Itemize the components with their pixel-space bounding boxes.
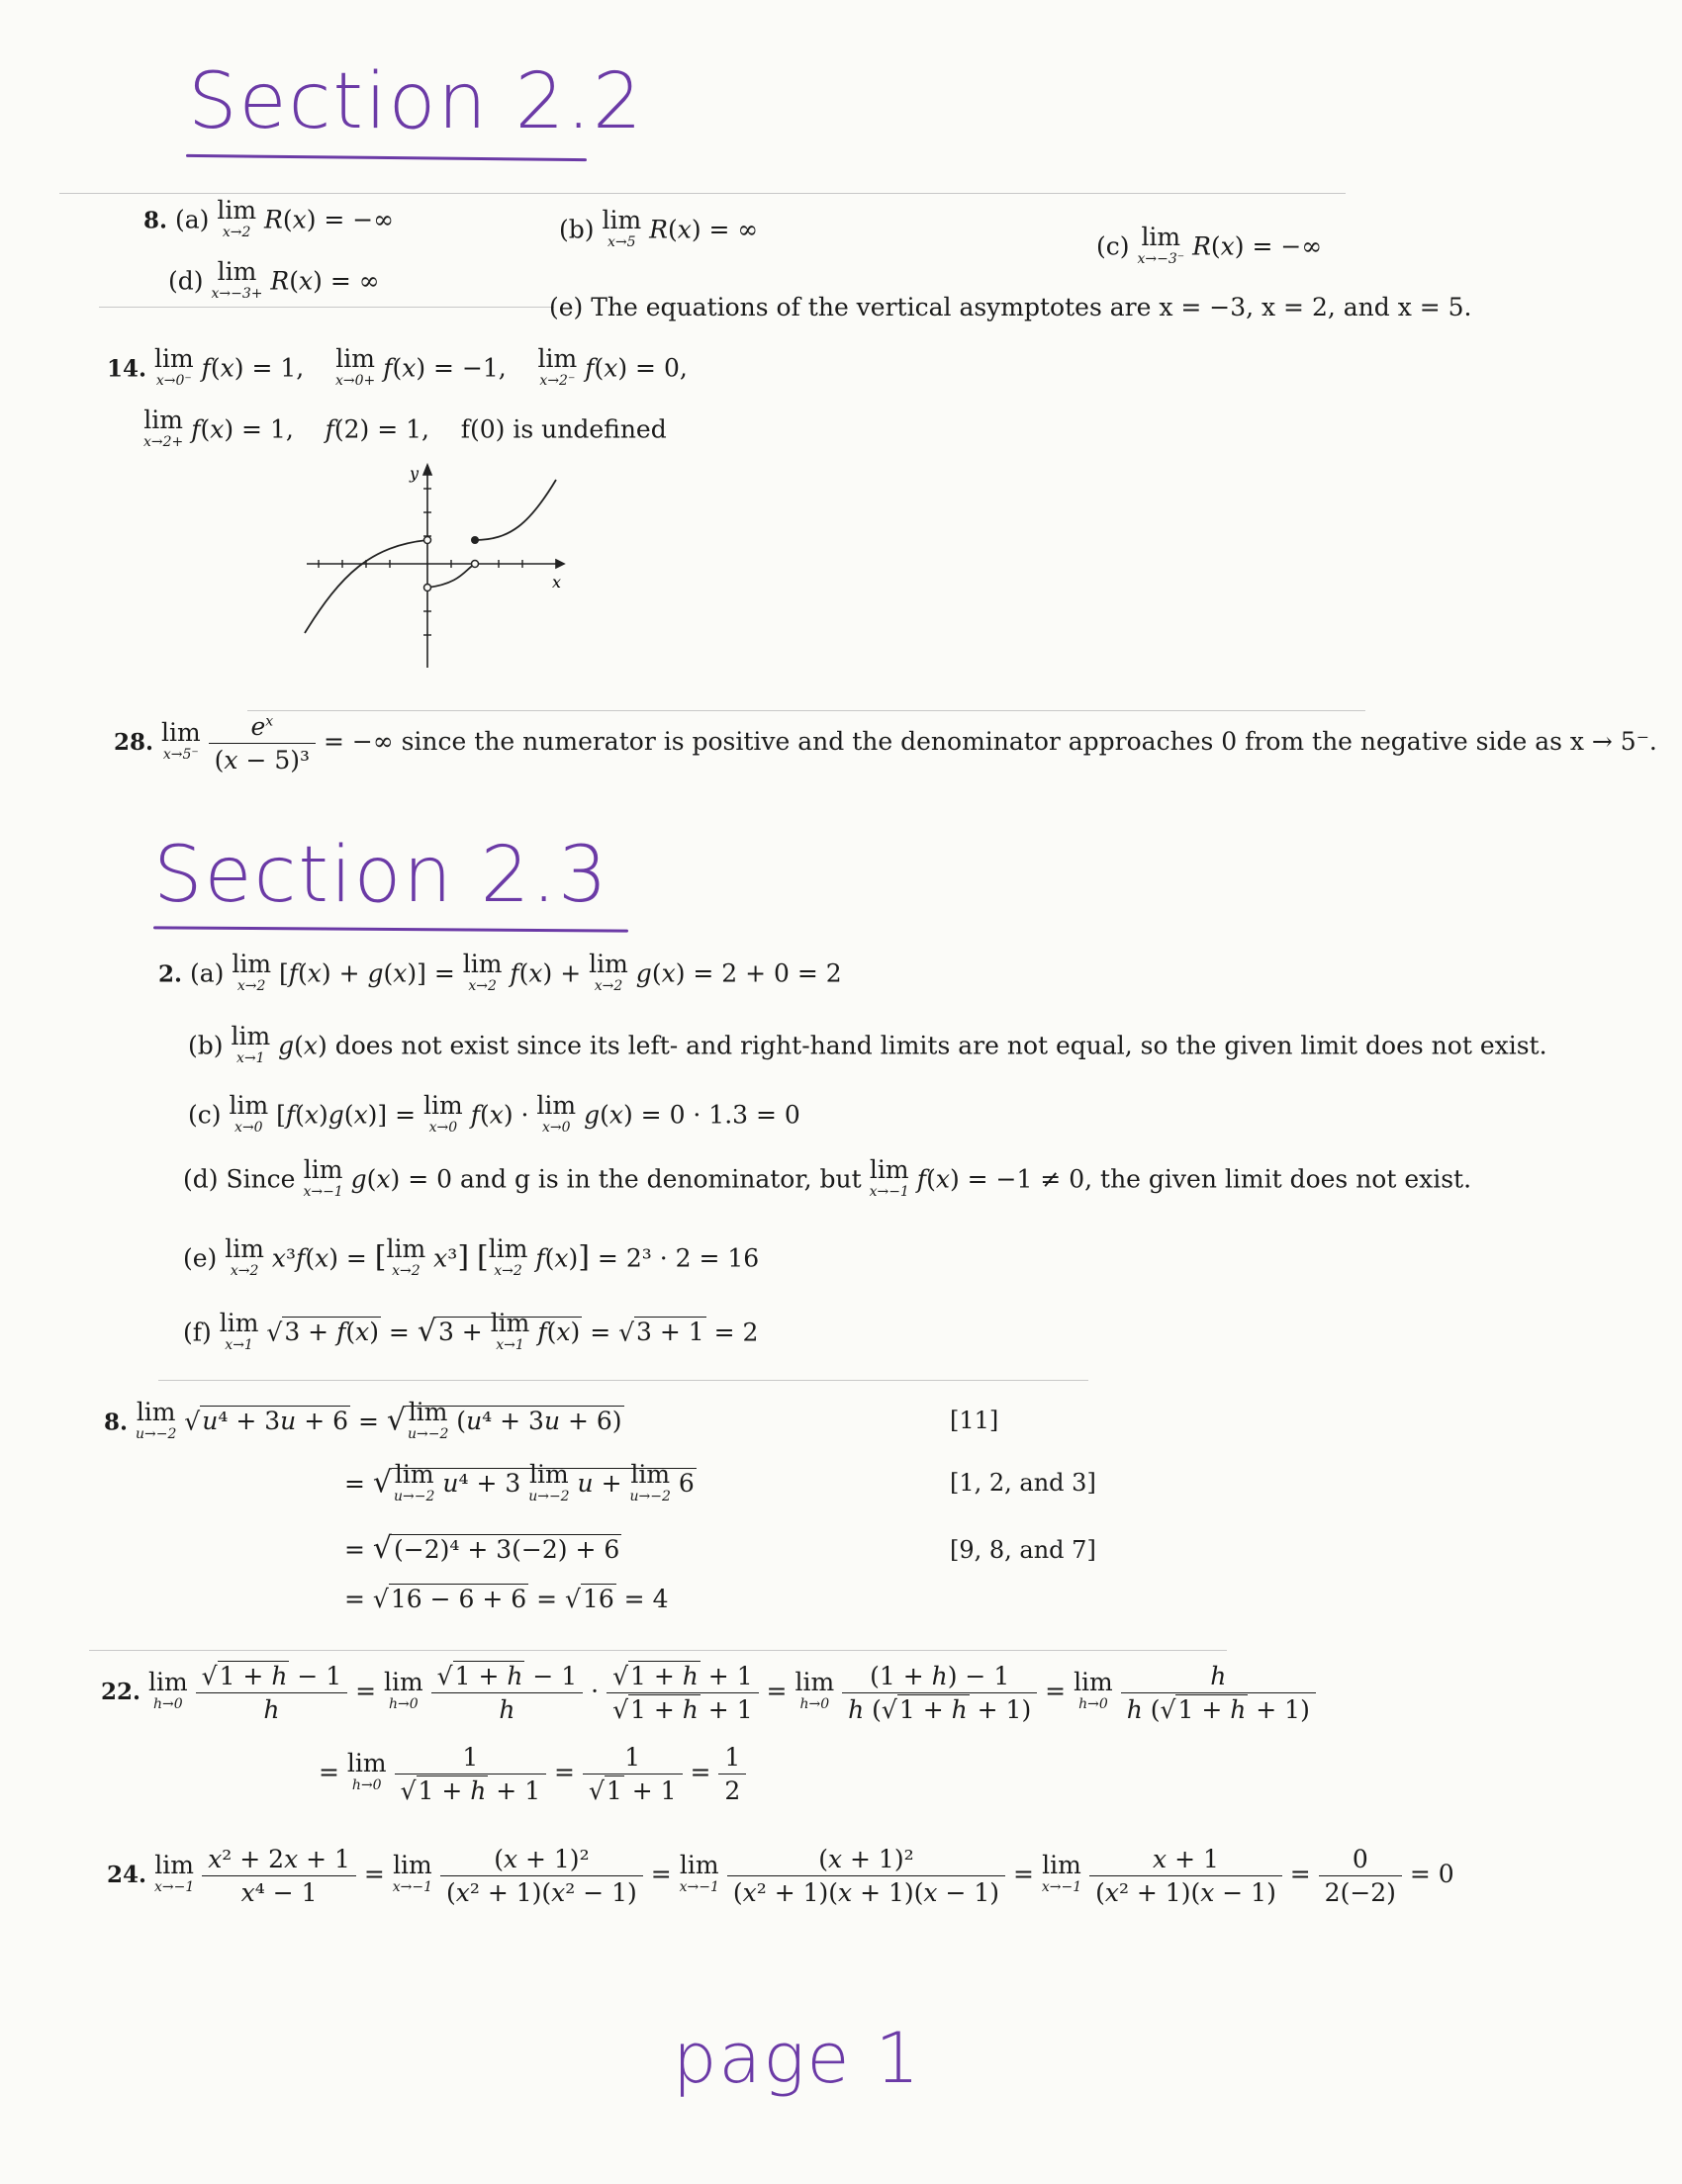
problem-2-c: (c) lim x→0 [f(x)g(x)] = lim x→0 f(x) · lim x→0 g(x) = 0 · 1.3 = 0	[188, 1091, 800, 1136]
y-axis-label: y	[410, 464, 420, 483]
problem-2-f: (f) lim x→1 √3 + f(x) = √3 + lim x→1 f(x) = √3 + 1 = 2	[183, 1309, 759, 1353]
problem-number: 22.	[101, 1679, 141, 1705]
problem-8-d: (d) lim x→−3+ R(x) = ∞	[168, 257, 380, 302]
problem-number: 28.	[114, 729, 154, 756]
problem-number: 14.	[107, 355, 147, 383]
section-title-2-3: Section 2.3	[153, 831, 609, 920]
problem-8b-line3: = √(−2)⁴ + 3(−2) + 6	[344, 1531, 620, 1566]
problem-2-b-text: does not exist since its left- and right-hand limits are not equal, so the given limit does not exist.	[334, 1031, 1547, 1060]
problem-2-e: (e) lim x→2 x³f(x) = [lim x→2 x³] [lim x→2 f(x)] = 2³ · 2 = 16	[183, 1234, 760, 1279]
divider	[59, 193, 1346, 194]
problem-8-c: (c) lim x→−3⁻ R(x) = −∞	[1096, 223, 1323, 267]
left-branch	[305, 540, 427, 633]
problem-22-line1: 22. lim h→0 $\frac{√1 + h - 1}{h}$ = lim h→0 $\frac{√1 + h - 1}{h}$ · $\frac{√1 + h + 1}{√1 + h + 1}$ = lim h→0 $\frac{(1 + h) - 1}{h (√1 + h + 1)}$ = lim h→0 $\frac{h}{h (√1 + h + 1)}$	[101, 1662, 1316, 1724]
page-label: page 1	[673, 2018, 922, 2099]
problem-2-d-conclusion: = −1 ≠ 0, the given limit does not exist.	[967, 1164, 1472, 1194]
reference-2: [1, 2, and 3]	[950, 1469, 1096, 1497]
limit-graph	[297, 455, 584, 673]
problem-2-d: (d) Since lim x→−1 g(x) = 0 and g is in the denominator, but lim x→−1 f(x) = −1 ≠ 0, the given limit does not exist.	[183, 1155, 1472, 1200]
problem-8-a: 8. (a) lim x→2 R(x) = −∞	[143, 196, 395, 240]
problem-2-b: (b) lim x→1 g(x) does not exist since its left- and right-hand limits are not equal, so the given limit does not exist.	[188, 1022, 1547, 1066]
problem-2-d-text: = 0 and g is in the denominator, but	[408, 1164, 862, 1194]
problem-24: 24. lim x→−1 $\frac{\text{x² + 2x + 1}}{\text{x⁴ − 1}}$ = lim x→−1 $\frac{\text{(x + 1)²}}{\text{(x² + 1)(x² − 1)}}$ = lim x→−1 $\frac{\text{(x + 1)²}}{\text{(x² + 1)(x + 1)(x − 1)}}$ = lim x→−1 $\frac{x + 1}{\text{(x² + 1)(x − 1)}}$ = $\frac{0}{2(-2)}$ = 0	[107, 1845, 1454, 1907]
divider	[247, 710, 1365, 711]
divider	[99, 307, 554, 308]
problem-22-line2: = lim h→0 $\frac{1}{√1 + h + 1}$ = $\frac{1}{√1 + 1}$ = $\frac{1}{2}$	[319, 1743, 746, 1805]
open-point	[424, 585, 431, 592]
open-point	[472, 561, 479, 568]
problem-number: 8.	[104, 1409, 129, 1436]
divider	[158, 1380, 1088, 1381]
reference-3: [9, 8, and 7]	[950, 1536, 1096, 1564]
y-axis-arrow	[423, 465, 431, 475]
problem-2-a: 2. (a) lim x→2 [f(x) + g(x)] = lim x→2 f(x) + lim x→2 g(x) = 2 + 0 = 2	[158, 950, 842, 994]
problem-number: 8.	[143, 207, 168, 234]
problem-14-line2: lim x→2+ f(x) = 1, f(2) = 1, f(0) is undefined	[143, 406, 667, 450]
problem-8b-line1: 8. lim u→−2 √u⁴ + 3u + 6 = √ lim u→−2 (u⁴ + 3u + 6)	[104, 1398, 622, 1442]
divider	[89, 1650, 1227, 1651]
reference-1: [11]	[950, 1407, 999, 1434]
problem-8-e: (e) The equations of the vertical asymptotes are x = −3, x = 2, and x = 5.	[549, 293, 1472, 321]
problem-28-explanation: = −∞ since the numerator is positive and the denominator approaches 0 from the negative side as x → 5⁻.	[323, 727, 1657, 756]
open-point	[424, 537, 431, 544]
problem-14-line1: 14. lim x→0⁻ f(x) = 1, lim x→0+ f(x) = −1, lim x→2⁻ f(x) = 0,	[107, 344, 688, 389]
undefined-note: f(0) is undefined	[460, 414, 667, 444]
problem-8b-line2: = √ lim u→−2 u⁴ + 3 lim u→−2 u + lim u→−2 6	[344, 1460, 695, 1504]
problem-28: 28. lim x→5⁻ $\frac{e^x}{\text{(x − 5)³}}$ = −∞ since the numerator is positive and the denominator approaches 0 from the negative side as x → 5⁻.	[114, 712, 1657, 774]
problem-number: 24.	[107, 1862, 147, 1888]
x-axis-label: x	[552, 573, 562, 592]
section-underline	[153, 926, 628, 932]
closed-point	[471, 536, 479, 544]
problem-8-b: (b) lim x→5 R(x) = ∞	[559, 206, 759, 250]
problem-8b-line4: = √16 − 6 + 6 = √16 = 4	[344, 1585, 669, 1613]
right-branch	[475, 480, 556, 540]
section-title-2-2: Section 2.2	[188, 57, 644, 146]
problem-number: 2.	[158, 960, 183, 988]
x-axis-arrow	[556, 560, 564, 568]
section-underline	[186, 154, 587, 161]
